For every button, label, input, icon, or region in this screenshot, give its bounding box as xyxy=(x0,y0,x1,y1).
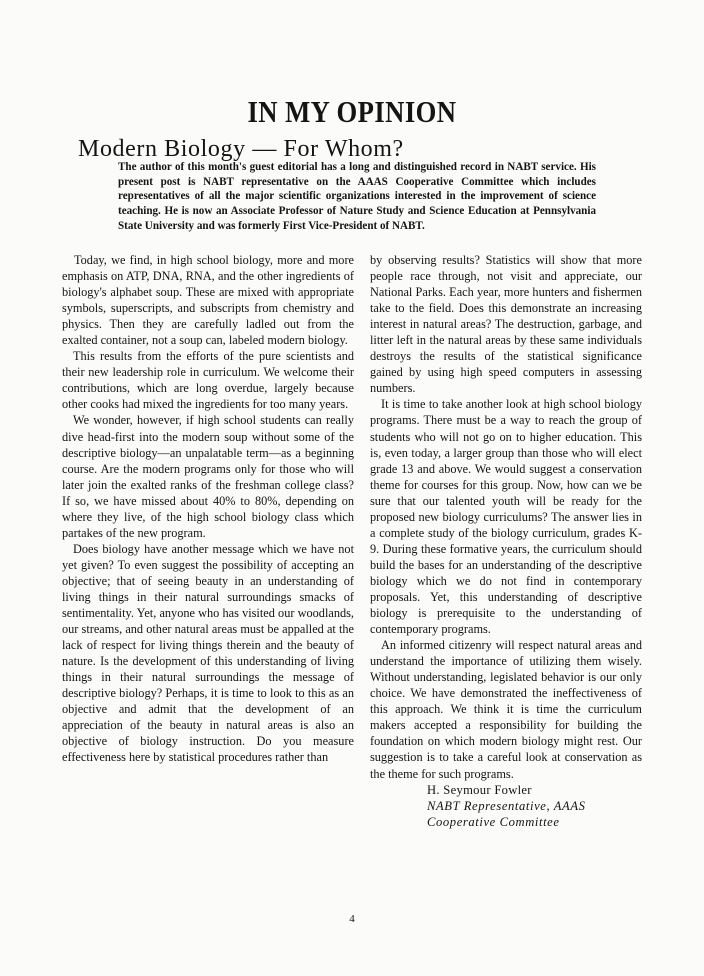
paragraph: Today, we find, in high school biology, more and more emphasis on ATP, DNA, RNA, and the other ingredients of biology's alphabet soup. These are mixed with appropriate symbols, superscripts, and subscripts from chemistry and physics. Then they are carefully ladled out from the exalted container, not a soup can, labeled modern biology. xyxy=(62,253,354,348)
paragraph: We wonder, however, if high school students can really dive head-first into the modern soup without some of the descriptive biology—an unpalatable term—as a beginning course. Are the modern programs only for those who will later join the exalted ranks of the freshman college class? If so, we have missed about 40% to 80%, depending on where they live, of the high school biology class which partakes of the new program. xyxy=(62,413,354,540)
paragraph: An informed citizenry will respect natural areas and understand the importance of utilizing them wisely. Without understanding, legislated behavior is our only choice. We have demonstrated the ineffectiveness of this approach. We think it is time the curriculum makers accepted a responsibility for building the foundation on which modern biology might rest. Our suggestion is to take a careful look at conservation as the theme for such programs. xyxy=(370,638,642,781)
author-title: NABT Representative, AAAS xyxy=(427,798,586,813)
author-committee: Cooperative Committee xyxy=(427,814,560,829)
paragraph: by observing results? Statistics will show that more people race through, not visit and appreciate, our National Parks. Each year, more hunters and fishermen take to the field. Does this demonstrate an increasing interest in natural areas? The destruction, garbage, and litter left in the natural areas by these same individuals destroys the results of the statistical significance gained by using high speed computers in assessing numbers. xyxy=(370,253,642,396)
editor-introduction: The author of this month's guest editorial has a long and distinguished record in NABT service. His present post is NABT representative on the AAAS Cooperative Committee which includes representatives of all the major scientific organizations interested in the improvement of science teaching. He is now an Associate Professor of Nature Study and Science Education at Pennsylvania State University and was formerly First Vice-President of NABT. xyxy=(118,161,596,232)
author-name: H. Seymour Fowler xyxy=(427,782,532,797)
page-number: 4 xyxy=(349,913,355,925)
article-headline: Modern Biology — For Whom? xyxy=(78,136,404,162)
article-column-left xyxy=(62,252,354,766)
paragraph: It is time to take another look at high school biology programs. There must be a way to reach the group of students who will not go on to higher education. This is, even today, a larger group than those who will elect grade 13 and above. We would suggest a conservation theme for courses for this group. Now, how can we be sure that our talented youth will be ready for the proposed new biology curriculums? The answer lies in a complete study of the biology curriculum, grades K-9. During these formative years, the curriculum should build the bases for an understanding of the descriptive biology which we do not find in contemporary proposals. Yet, this understanding of descriptive biology is prerequisite to the understanding of contemporary programs. xyxy=(370,397,642,637)
section-title: IN MY OPINION xyxy=(247,94,457,129)
paragraph: Does biology have another message which we have not yet given? To even suggest the possibility of accepting an objective; that of seeing beauty in an understanding of living things in their natural surroundings smacks of sentimentality. Yet, anyone who has visited our woodlands, our streams, and other natural areas must be appalled at the lack of respect for living things therein and the beauty of nature. Is the development of this understanding of living things in their natural surroundings the message of descriptive biology? Perhaps, it is time to look to this as an objective and admit that the development of an appreciation of the beauty in natural areas is also an objective of biology instruction. Do you measure effectiveness here by statistical procedures rather than xyxy=(62,541,354,765)
author-signature xyxy=(427,782,642,831)
paragraph: This results from the efforts of the pure scientists and their new leadership role in curriculum. We welcome their contributions, which are long overdue, largely because other cooks had mixed the ingredients for too many years. xyxy=(62,349,354,412)
article-column-right xyxy=(370,252,642,830)
